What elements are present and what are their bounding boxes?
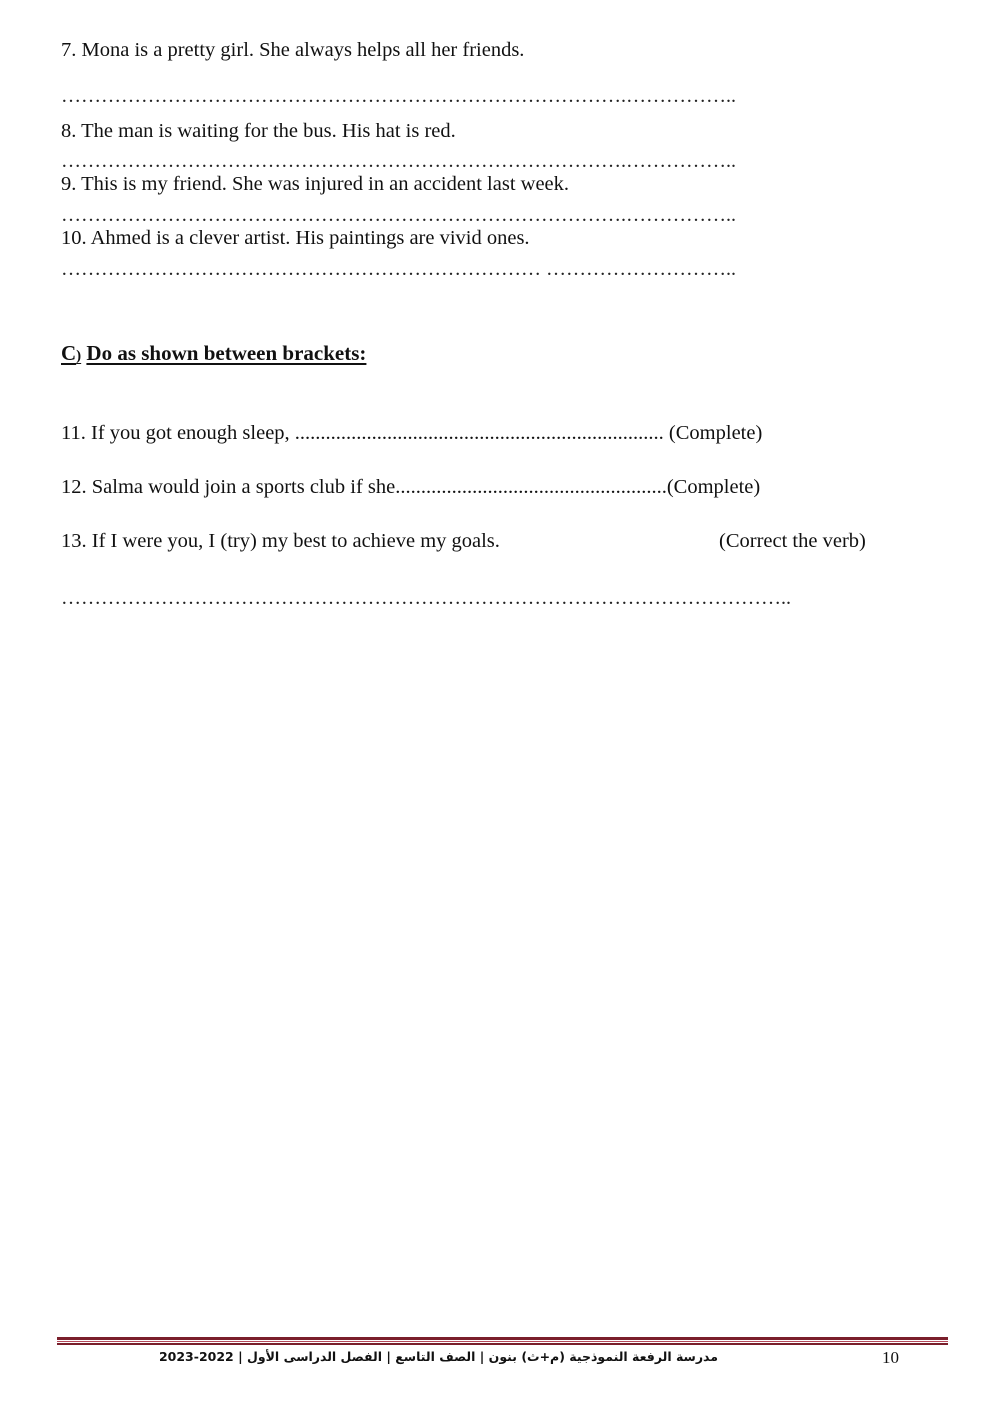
section-c-letter: C [61, 341, 77, 365]
question-12-text: 12. Salma would join a sports club if she.....................................................(Complete) [61, 476, 761, 498]
question-9-answer-line[interactable]: ………………………………………………………………………….…………….. [61, 204, 736, 226]
section-c-heading [61, 341, 366, 368]
question-9-text: 9. This is my friend. She was injured in an accident last week. [61, 173, 570, 195]
section-c-title: Do as shown between brackets: [86, 341, 367, 365]
question-7-text: 7. Mona is a pretty girl. She always helps all her friends. [61, 39, 525, 61]
section-c-paren: ) [76, 348, 82, 364]
question-13-text: 13. If I were you, I (try) my best to achieve my goals. [61, 530, 500, 552]
question-10-answer-line[interactable]: ……………………………………………………………… ……………………….. [61, 258, 736, 280]
page-number: 10 [882, 1348, 899, 1367]
question-13-answer-line[interactable]: ……………………………………………………………………………………………….. [61, 587, 791, 609]
footer-rule-top [57, 1337, 948, 1340]
question-7-answer-line[interactable]: ………………………………………………………………………….…………….. [61, 85, 736, 107]
question-10-text: 10. Ahmed is a clever artist. His paintings are vivid ones. [61, 227, 530, 249]
question-8-text: 8. The man is waiting for the bus. His hat is red. [61, 120, 456, 142]
question-13-instruction: (Correct the verb) [719, 530, 866, 552]
footer-school-info: مدرسة الرفعة النموذجية (م+ث) بنون | الصف التاسع | الفصل الدراسى الأول | 2022-2023 [158, 1349, 718, 1364]
footer-rule-middle [57, 1341, 948, 1342]
footer-rule-bottom [57, 1343, 948, 1345]
question-8-answer-line[interactable]: ………………………………………………………………………….…………….. [61, 150, 736, 172]
question-11-text: 11. If you got enough sleep, ........................................................................ (Complete) [61, 422, 763, 444]
